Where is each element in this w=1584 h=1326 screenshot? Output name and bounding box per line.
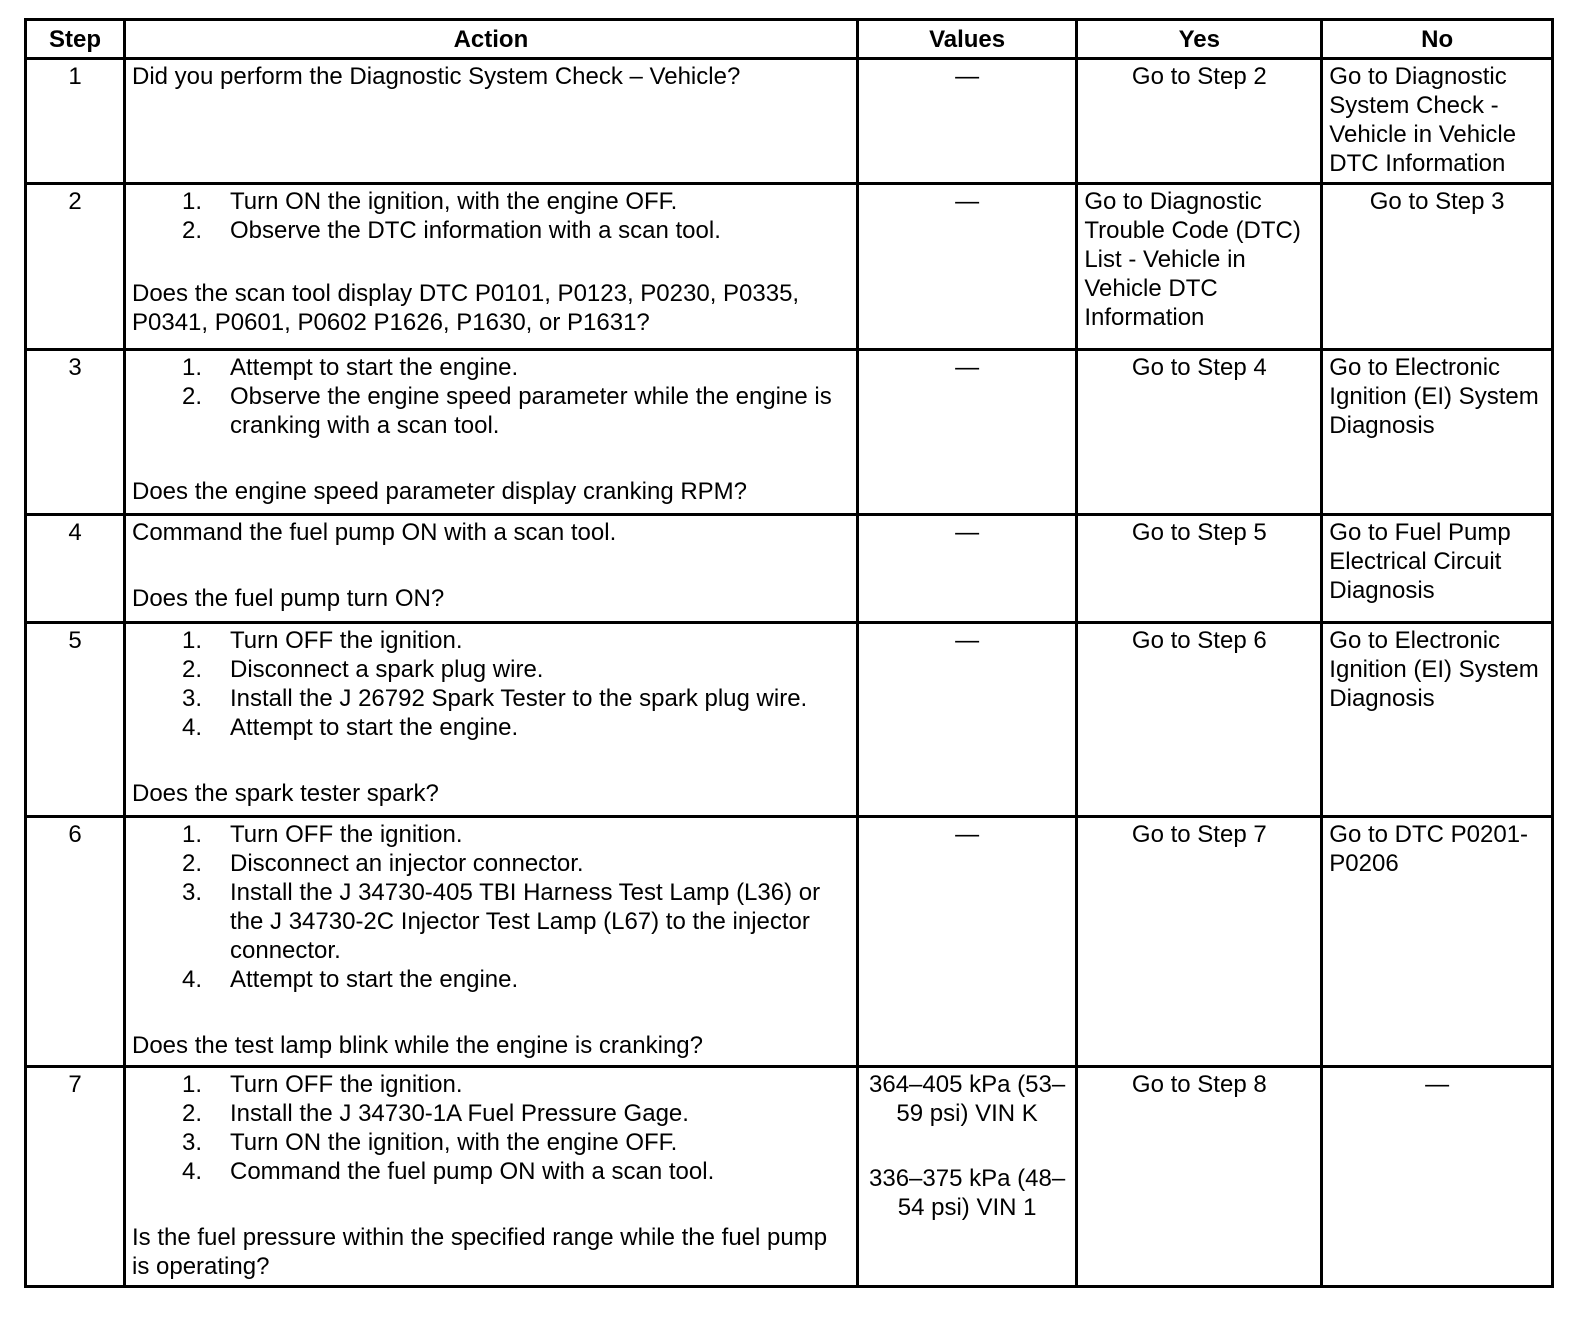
action-step	[182, 353, 850, 382]
action-step-number: 2.	[182, 656, 203, 683]
value-range-vin-1: 336–375 kPa (48–54 psi) VIN 1	[869, 1165, 1066, 1221]
step-number: 2	[26, 184, 125, 350]
table-row	[26, 184, 1553, 350]
action-step	[182, 1070, 850, 1099]
action-question: Does the spark tester spark?	[132, 780, 439, 807]
step-number: 3	[26, 350, 125, 515]
action-cell	[125, 350, 858, 515]
action-cell	[125, 59, 858, 184]
action-step	[182, 965, 850, 994]
action-question: Does the test lamp blink while the engine is cranking?	[132, 1032, 703, 1059]
action-steps	[132, 626, 850, 742]
action-steps	[132, 1070, 850, 1186]
action-step	[182, 1128, 850, 1157]
action-step	[182, 849, 850, 878]
action-step-text: Attempt to start the engine.	[230, 354, 519, 381]
no-cell: Go to Step 3	[1322, 184, 1553, 350]
action-step-text: Command the fuel pump ON with a scan tool.	[230, 1158, 715, 1185]
action-step-text: Disconnect a spark plug wire.	[230, 656, 544, 683]
action-step	[182, 1157, 850, 1186]
action-intro: Command the fuel pump ON with a scan tool.	[132, 519, 617, 546]
values-cell	[857, 1067, 1076, 1287]
no-cell: —	[1322, 1067, 1553, 1287]
values-cell: —	[857, 59, 1076, 184]
action-step-number: 3.	[182, 685, 203, 712]
action-step-text: Disconnect an injector connector.	[230, 850, 584, 877]
step-number: 6	[26, 817, 125, 1067]
yes-cell: Go to Step 8	[1077, 1067, 1322, 1287]
action-step-text: Turn ON the ignition, with the engine OFF.	[230, 188, 678, 215]
step-number: 5	[26, 623, 125, 817]
no-cell: Go to Fuel Pump Electrical Circuit Diagnosis	[1322, 515, 1553, 623]
header-row	[26, 20, 1553, 59]
action-step-number: 1.	[182, 354, 203, 381]
action-step-number: 3.	[182, 1129, 203, 1156]
yes-cell: Go to Step 5	[1077, 515, 1322, 623]
action-cell	[125, 817, 858, 1067]
values-cell: —	[857, 515, 1076, 623]
action-step-text: Turn OFF the ignition.	[230, 821, 463, 848]
action-step-number: 4.	[182, 1158, 203, 1185]
action-step-text: Attempt to start the engine.	[230, 714, 519, 741]
yes-cell: Go to Step 7	[1077, 817, 1322, 1067]
step-number: 1	[26, 59, 125, 184]
table-row	[26, 1067, 1553, 1287]
action-step-number: 3.	[182, 879, 203, 906]
action-intro: Did you perform the Diagnostic System Check – Vehicle?	[132, 63, 741, 90]
header-yes: Yes	[1077, 20, 1322, 59]
action-question: Is the fuel pressure within the specified range while the fuel pump is operating?	[132, 1224, 828, 1280]
table-row	[26, 623, 1553, 817]
table-row	[26, 817, 1553, 1067]
table-row	[26, 350, 1553, 515]
action-step-number: 1.	[182, 188, 203, 215]
action-question: Does the fuel pump turn ON?	[132, 585, 445, 612]
action-step-text: Turn OFF the ignition.	[230, 627, 463, 654]
table-row	[26, 515, 1553, 623]
header-values: Values	[857, 20, 1076, 59]
diagnostic-table	[24, 18, 1554, 1288]
action-cell	[125, 1067, 858, 1287]
action-step-text: Observe the DTC information with a scan tool.	[230, 217, 721, 244]
action-step-text: Install the J 26792 Spark Tester to the spark plug wire.	[230, 685, 808, 712]
action-step-number: 1.	[182, 821, 203, 848]
action-step	[182, 820, 850, 849]
action-step-text: Attempt to start the engine.	[230, 966, 519, 993]
action-step-text: Turn ON the ignition, with the engine OFF.	[230, 1129, 678, 1156]
action-question: Does the engine speed parameter display cranking RPM?	[132, 478, 748, 505]
action-step-text: Turn OFF the ignition.	[230, 1071, 463, 1098]
action-step-number: 2.	[182, 850, 203, 877]
action-steps	[132, 353, 850, 440]
action-step	[182, 684, 850, 713]
action-step-text: Observe the engine speed parameter while the engine is cranking with a scan tool.	[230, 383, 832, 439]
action-step-number: 2.	[182, 383, 203, 410]
action-step-number: 4.	[182, 966, 203, 993]
yes-cell: Go to Step 4	[1077, 350, 1322, 515]
action-steps	[132, 820, 850, 994]
action-step-text: Install the J 34730-405 TBI Harness Test Lamp (L36) or the J 34730-2C Injector Test Lamp (L67) to the injector connector.	[230, 879, 821, 964]
action-step	[182, 1099, 850, 1128]
action-step-number: 2.	[182, 217, 203, 244]
header-step: Step	[26, 20, 125, 59]
action-step-number: 2.	[182, 1100, 203, 1127]
action-step	[182, 713, 850, 742]
values-cell: —	[857, 350, 1076, 515]
action-step	[182, 382, 850, 440]
yes-cell: Go to Step 2	[1077, 59, 1322, 184]
action-cell	[125, 515, 858, 623]
step-number: 7	[26, 1067, 125, 1287]
values-cell: —	[857, 817, 1076, 1067]
action-step-number: 4.	[182, 714, 203, 741]
table-row	[26, 59, 1553, 184]
action-step	[182, 878, 850, 965]
no-cell: Go to Electronic Ignition (EI) System Diagnosis	[1322, 350, 1553, 515]
action-question: Does the scan tool display DTC P0101, P0123, P0230, P0335, P0341, P0601, P0602 P1626, P1630, or P1631?	[132, 280, 800, 336]
action-cell	[125, 184, 858, 350]
action-step-number: 1.	[182, 1071, 203, 1098]
yes-cell: Go to Step 6	[1077, 623, 1322, 817]
header-no: No	[1322, 20, 1553, 59]
action-steps	[132, 187, 850, 245]
yes-cell: Go to Diagnostic Trouble Code (DTC) List - Vehicle in Vehicle DTC Information	[1077, 184, 1322, 350]
action-step	[182, 655, 850, 684]
header-action: Action	[125, 20, 858, 59]
no-cell: Go to Electronic Ignition (EI) System Diagnosis	[1322, 623, 1553, 817]
value-range-vin-k: 364–405 kPa (53–59 psi) VIN K	[869, 1071, 1066, 1127]
action-step	[182, 216, 850, 245]
action-step-text: Install the J 34730-1A Fuel Pressure Gage.	[230, 1100, 689, 1127]
values-cell: —	[857, 623, 1076, 817]
no-cell: Go to DTC P0201-P0206	[1322, 817, 1553, 1067]
values-cell: —	[857, 184, 1076, 350]
action-step	[182, 626, 850, 655]
action-step-number: 1.	[182, 627, 203, 654]
action-step	[182, 187, 850, 216]
no-cell: Go to Diagnostic System Check - Vehicle in Vehicle DTC Information	[1322, 59, 1553, 184]
step-number: 4	[26, 515, 125, 623]
action-cell	[125, 623, 858, 817]
